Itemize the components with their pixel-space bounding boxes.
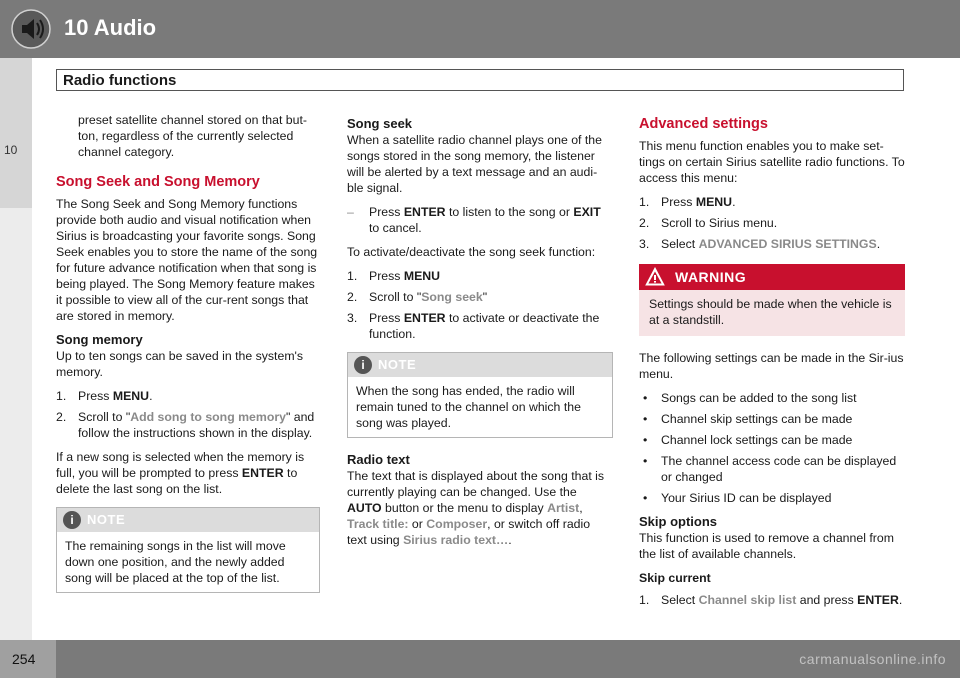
list-item [639,194,905,210]
step-text: Press [661,195,696,209]
bullet: • [643,491,648,505]
paragraph-song-memory: Up to ten songs can be saved in the system's memory. [56,349,304,379]
heading-skip-current: Skip current [639,571,711,585]
dash-mark: – [347,205,354,219]
text-span: The text that is displayed about the song that is currently playing can be changed. Use the [347,469,605,499]
settings-list [639,390,905,506]
option-composer: Composer [426,517,488,531]
key-menu: MENU [695,195,733,209]
step-text: . [898,593,903,607]
step-number: 1. [347,269,358,283]
side-margin [0,208,32,640]
list-item [639,432,905,448]
step-number: 1. [639,593,650,607]
bullet: • [643,454,648,468]
note-label: NOTE [378,357,417,372]
heading-radio-text: Radio text [347,452,410,467]
paragraph-song-seek: When a satellite radio channel plays one of the songs stored in the song memory, the listener will be alerted by a text message and an audi-ble signal. [347,133,602,195]
key-auto: AUTO [347,501,382,515]
step-text: Select [661,593,699,607]
page-number: 254 [12,651,36,667]
bullet: • [643,433,648,447]
option-track-title: Track title: [347,517,409,531]
key-enter: ENTER [403,205,446,219]
heading-skip-options: Skip options [639,514,717,529]
step-number: 1. [639,195,650,209]
step-text: Scroll to " [369,290,422,304]
list-item [56,409,320,441]
list-item [56,388,320,404]
paragraph-seek-memory: The Song Seek and Song Memory functions provide both audio and visual notification when Sirius is broadcasting your favorite songs. Song Seek enables you to store the name of the song for future advance notification when that song is being played. The Song Memory feature makes it possible to view all of the cur-rent songs that are stored in memory. [56,197,318,323]
watermark: carmanualsonline.info [799,651,946,667]
bullet-text: Channel skip settings can be made [661,412,853,426]
heading-song-memory: Song memory [56,332,143,347]
step-text: . [876,237,881,251]
bullet-text: Your Sirius ID can be displayed [661,491,832,505]
text-span: , or switch off radio text using [347,517,591,547]
note-label: NOTE [87,512,126,527]
list-item [347,310,613,342]
bullet-text: Songs can be added to the song list [661,391,857,405]
note-box [56,507,320,593]
menu-option-channel-skip-list: Channel skip list [698,593,797,607]
key-menu: MENU [112,389,150,403]
warning-box [639,264,905,336]
chapter-title: 10 Audio [64,15,157,40]
list-item [639,453,905,485]
paragraph-skip: This function is used to remove a channel from the list of available channels. [639,531,894,561]
chapter-side-tab [0,58,32,208]
step-text: Scroll to Sirius menu. [661,216,778,230]
heading-advanced-settings: Advanced settings [639,116,768,132]
warning-header [639,264,905,290]
text-span: If a new song is selected when the memory is full, you will be prompted to press [56,450,305,480]
paragraph-memory-full [56,449,320,497]
text-span: button or the menu to display [381,501,548,515]
info-icon: i [63,511,81,529]
list-item [347,268,613,284]
step-text: " [482,290,488,304]
heading-song-seek: Song seek [347,116,413,131]
note-header [348,353,612,377]
text-span: or [408,517,427,531]
text-span: Press [369,205,404,219]
list-item [639,215,905,231]
text-span: . [508,533,512,547]
step-text: Press [369,311,404,325]
warning-label: WARNING [675,269,747,285]
key-exit: EXIT [573,205,601,219]
list-item [639,592,905,608]
step-text: Press [369,269,404,283]
step-number: 1. [56,389,67,403]
steps-skip [639,592,905,608]
dash-item [347,204,613,236]
bullet-text: Channel lock settings can be made [661,433,853,447]
speaker-icon [11,9,51,49]
note-text: When the song has ended, the radio will remain tuned to the channel on which the song was played. [356,384,581,430]
key-enter: ENTER [403,311,446,325]
step-number: 2. [639,216,650,230]
heading-song-seek-memory: Song Seek and Song Memory [56,174,260,190]
note-header [57,508,319,532]
paragraph-following: The following settings can be made in the Sir-ius menu. [639,351,904,381]
continued-text: preset satellite channel stored on that but-ton, regardless of the currently selected channel category. [78,113,307,159]
text-span: to delete the last song on the list. [56,466,298,496]
text-span: , [579,501,583,515]
option-sirius-radio-text: Sirius radio text… [403,533,509,547]
bullet: • [643,412,648,426]
note-box [347,352,613,438]
column-2 [347,112,613,556]
list-item [639,236,905,252]
key-enter: ENTER [857,593,899,607]
step-number: 3. [347,311,358,325]
step-number: 2. [56,410,67,424]
list-item [347,289,613,305]
option-artist: Artist [547,501,580,515]
key-menu: MENU [403,269,441,283]
section-header [56,69,904,91]
step-text: Select [661,237,699,251]
paragraph-radio-text [347,468,613,548]
step-text: . [732,195,736,209]
step-text: to activate or deactivate the function. [369,311,600,341]
bullet-text: The channel access code can be displayed or changed [661,454,897,484]
list-item [639,490,905,506]
step-text: Scroll to " [78,410,131,424]
steps-song-memory [56,388,320,441]
list-item [639,411,905,427]
info-icon: i [354,356,372,374]
steps-advanced [639,194,905,252]
column-1 [56,112,320,605]
menu-option-advanced-sirius: ADVANCED SIRIUS SETTINGS [698,237,877,251]
menu-option-add-song: Add song to song memory [130,410,286,424]
key-enter: ENTER [241,466,284,480]
text-span: to cancel. [369,221,422,235]
column-3 [639,112,905,616]
list-item [639,390,905,406]
warning-text: Settings should be made when the vehicle is at a standstill. [649,297,892,327]
step-number: 2. [347,290,358,304]
steps-song-seek [347,268,613,342]
warning-icon [645,267,665,287]
side-tab-label: 10 [4,143,18,157]
step-number: 3. [639,237,650,251]
paragraph-advanced: This menu function enables you to make set-tings on certain Sirius satellite radio functions. To access this menu: [639,139,905,185]
section-title: Radio functions [63,72,177,89]
step-text: " and follow the instructions shown in the display. [78,410,315,440]
note-text: The remaining songs in the list will move down one position, and the newly added song will be placed at the top of the list. [65,539,286,585]
step-text: and press [796,593,858,607]
text-span: to listen to the song or [445,205,574,219]
paragraph-toggle: To activate/deactivate the song seek function: [347,245,596,259]
step-text: Press [78,389,113,403]
step-text: . [149,389,153,403]
bullet: • [643,391,648,405]
menu-option-song-seek: Song seek [421,290,483,304]
